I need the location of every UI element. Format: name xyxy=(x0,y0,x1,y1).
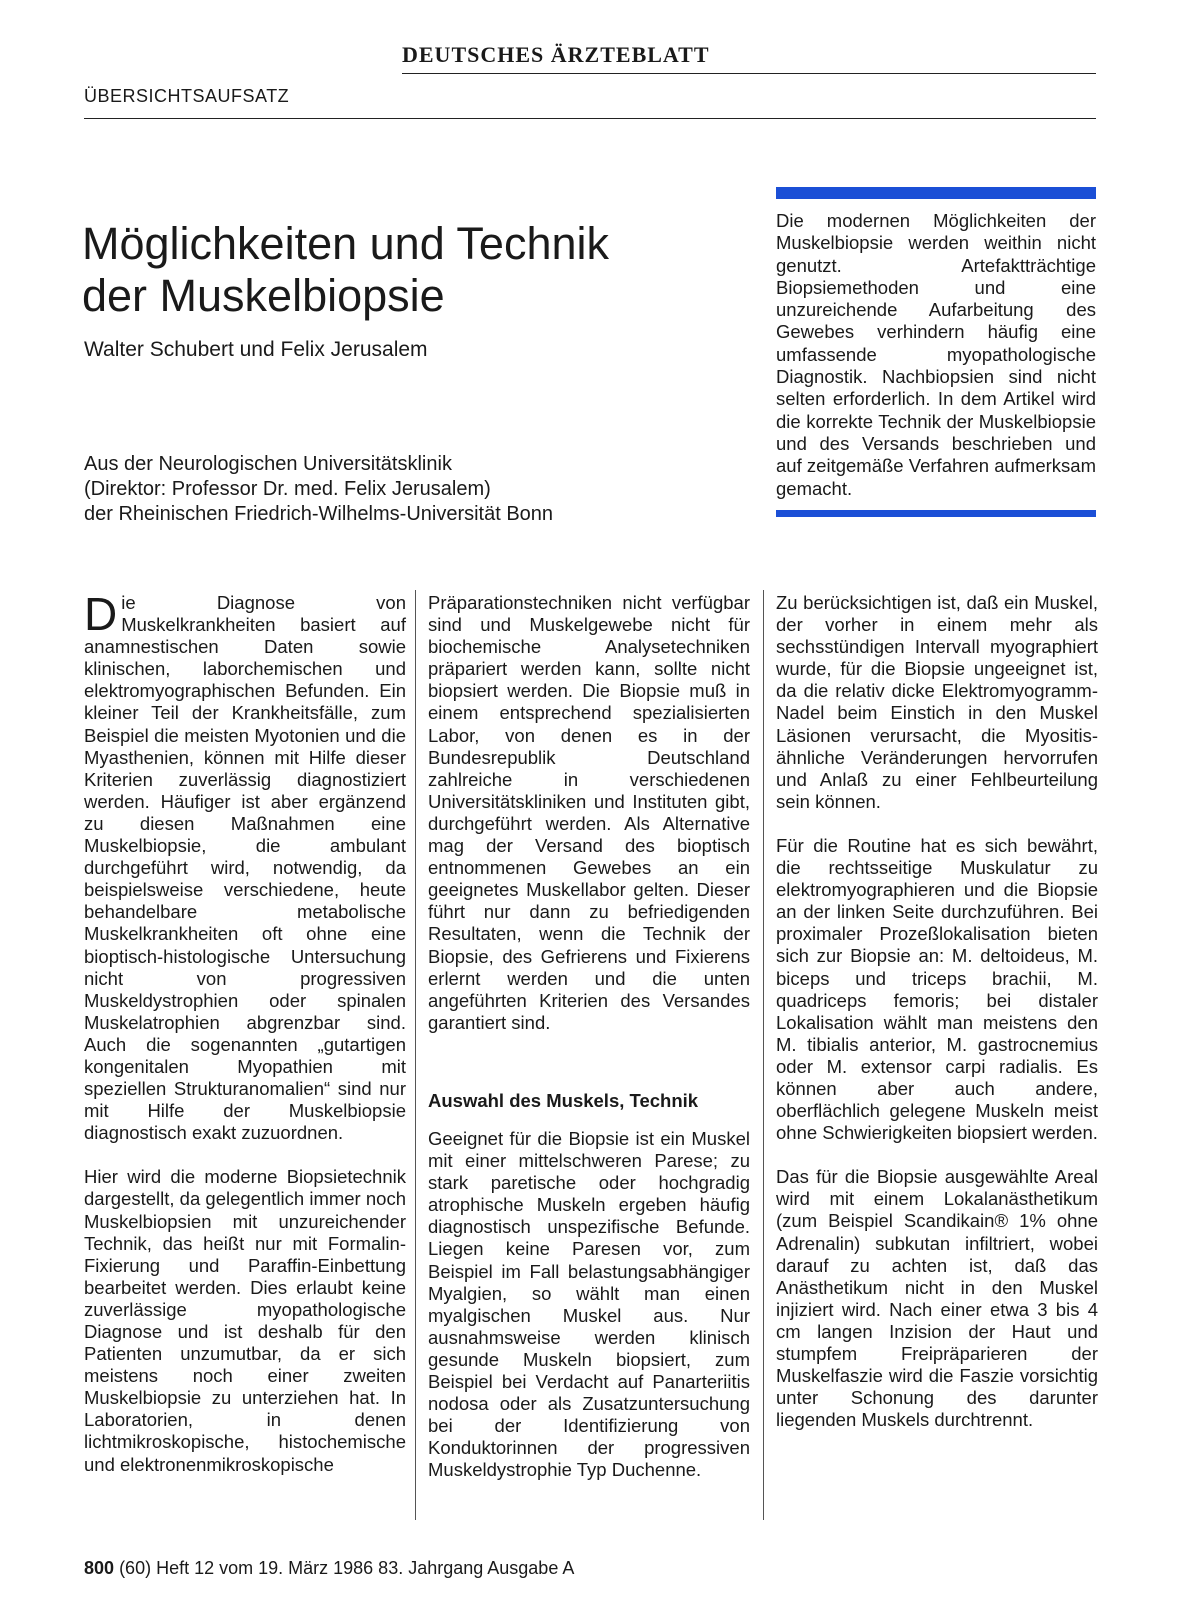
affiliation xyxy=(84,452,724,527)
section-label: ÜBERSICHTSAUFSATZ xyxy=(84,86,290,106)
masthead-rule xyxy=(402,73,1096,74)
section-rule xyxy=(84,118,1096,119)
column-divider-2 xyxy=(763,590,764,1520)
column-divider-1 xyxy=(415,590,416,1520)
section-heading: Auswahl des Muskels, Technik xyxy=(428,1089,699,1111)
abstract-top-bar xyxy=(776,187,1096,199)
col3-paragraph-2: Für die Routine hat es sich bewährt, die rechtsseitige Muskulatur zu elektromyographieren und die Biopsie an der linken Seite durchzuführen. Bei proximaler Prozeßlokalisation bieten sich zur Biopsie an: M. deltoideus, M. biceps und triceps brachii, M. quadriceps femoris; bei distaler Lokalisation wählt man meistens den M. tibialis anterior, M. gastrocnemius oder M. extensor carpi radialis. Es können aber auch andere, oberflächlich gelegene Muskeln meist ohne Schwierigkeiten biopsiert werden. xyxy=(776,834,1098,1144)
journal-masthead: DEUTSCHES ÄRZTEBLATT xyxy=(402,42,710,67)
body-column-2 xyxy=(428,592,750,1503)
affiliation-line-3: der Rheinischen Friedrich-Wilhelms-Universität Bonn xyxy=(84,503,554,525)
issue-info: (60) Heft 12 vom 19. März 1986 83. Jahrgang Ausgabe A xyxy=(119,1558,575,1578)
abstract-bottom-bar xyxy=(776,510,1096,517)
body-column-1 xyxy=(84,588,406,1498)
col2-paragraph-1: Präparationstechniken nicht verfügbar sind und Muskelgewebe nicht für biochemische Analysetechniken präpariert werden kann, sollte nicht biopsiert werden. Die Biopsie muß in einem entsprechend spezialisierten Labor, von denen es in der Bundesrepublik Deutschland zahlreiche in verschiedenen Universitätskliniken und Instituten gibt, durchgeführt werden. Als Alternative mag der Versand des bioptisch entnommenen Gewebes an ein geeignetes Muskellabor gelten. Dieser führt nur dann zu befriedigenden Resultaten, wenn die Technik der Biopsie, des Gefrierens und Fixierens erlernt werden und die unten angeführten Kriterien des Versandes garantiert sind. xyxy=(428,592,750,1033)
page-number: 800 xyxy=(84,1558,115,1578)
article-title xyxy=(82,218,722,322)
col3-paragraph-3: Das für die Biopsie ausgewählte Areal wird mit einem Lokalanästhetikum (zum Beispiel Scandikain® 1% ohne Adrenalin) subkutan infiltriert, wobei darauf zu achten ist, daß das Anästhetikum nicht in den Muskel injiziert wird. Nach einer etwa 3 bis 4 cm langen Inzision der Haut und stumpfem Freipräparieren der Muskelfaszie wird die Faszie vorsichtig unter Schonung des darunter liegenden Muskels durchtrennt. xyxy=(776,1166,1098,1431)
body-column-3 xyxy=(776,592,1098,1453)
col1-paragraph-2: Hier wird die moderne Biopsietechnik dargestellt, da gelegentlich immer noch Muskelbiopsien mit unzureichender Technik, das heißt nur mit Formalin-Fixierung und Paraffin-Einbettung bearbeitet werden. Dies erlaubt keine zuverlässige myopathologische Diagnose und ist deshalb für den Patienten unzumutbar, da er sich meistens noch einer zweiten Muskelbiopsie zu unterziehen hat. In Laboratorien, in denen lichtmikroskopische, histochemische und elektronenmikroskopische xyxy=(84,1166,406,1475)
page-footer xyxy=(84,1558,574,1579)
col1-paragraph-1-text: ie Diagnose von Muskelkrankheiten basiert auf anamnestischen Daten sowie klinischen, laborchemischen und elektromyographischen Befunden. Ein kleiner Teil der Krankheitsfälle, zum Beispiel die meisten Myotonien und die Myasthenien, können mit Hilfe dieser Kriterien zuverlässig diagnostiziert werden. Häufiger ist aber ergänzend zu diesen Maßnahmen eine Muskelbiopsie, die ambulant durchgeführt wird, notwendig, da beispielsweise verschiedene, heute behandelbare metabolische Muskelkrankheiten oft ohne eine bioptisch-histologische Untersuchung nicht von progressiven Muskeldystrophien oder spinalen Muskelatrophien abgrenzbar sind. Auch die sogenannten „gutartigen kongenitalen Myopathien mit speziellen Strukturanomalien“ sind nur mit Hilfe der Muskelbiopsie diagnostisch exakt zuzuordnen. xyxy=(84,592,406,1144)
article-authors: Walter Schubert und Felix Jerusalem xyxy=(84,338,428,361)
affiliation-line-1: Aus der Neurologischen Universitätsklinik xyxy=(84,453,452,475)
abstract-text: Die modernen Möglichkeiten der Muskelbiopsie werden weithin nicht genutzt. Artefaktträchtige Biopsiemethoden und eine unzureichende Aufarbeitung des Gewebes verhindern häufig eine umfassende myopathologische Diagnostik. Nachbiopsien sind nicht selten erforderlich. In dem Artikel wird die korrekte Technik der Muskelbiopsie und des Versands beschrieben und auf zeitgemäße Verfahren aufmerksam gemacht. xyxy=(776,210,1096,499)
title-line-1: Möglichkeiten und Technik xyxy=(82,218,609,270)
col2-paragraph-2: Geeignet für die Biopsie ist ein Muskel mit einer mittelschweren Parese; zu stark paretische oder hochgradig atrophische Muskeln ergeben häufig diagnostisch unspezifische Befunde. Liegen keine Paresen vor, zum Beispiel im Fall belastungsabhängiger Myalgien, so wählt man einen myalgischen Muskel aus. Nur ausnahmsweise werden klinisch gesunde Muskeln biopsiert, zum Beispiel bei Verdacht auf Panarteriitis nodosa oder als Zusatzuntersuchung bei der Identifizierung von Konduktorinnen der progressiven Muskeldystrophie Typ Duchenne. xyxy=(428,1127,750,1481)
col1-paragraph-1 xyxy=(84,588,406,1144)
affiliation-line-2: (Direktor: Professor Dr. med. Felix Jerusalem) xyxy=(84,478,491,500)
title-line-2: der Muskelbiopsie xyxy=(82,270,445,322)
col3-paragraph-1: Zu berücksichtigen ist, daß ein Muskel, der vorher in einem mehr als sechsstündigen Intervall myographiert wurde, für die Biopsie ungeeignet ist, da die relativ dicke Elektromyogramm-Nadel beim Einstich in den Muskel Läsionen verursacht, die Myositis-ähnliche Veränderungen hervorrufen und Anlaß zu einer Fehlbeurteilung sein können. xyxy=(776,592,1098,812)
drop-cap: D xyxy=(84,588,118,640)
